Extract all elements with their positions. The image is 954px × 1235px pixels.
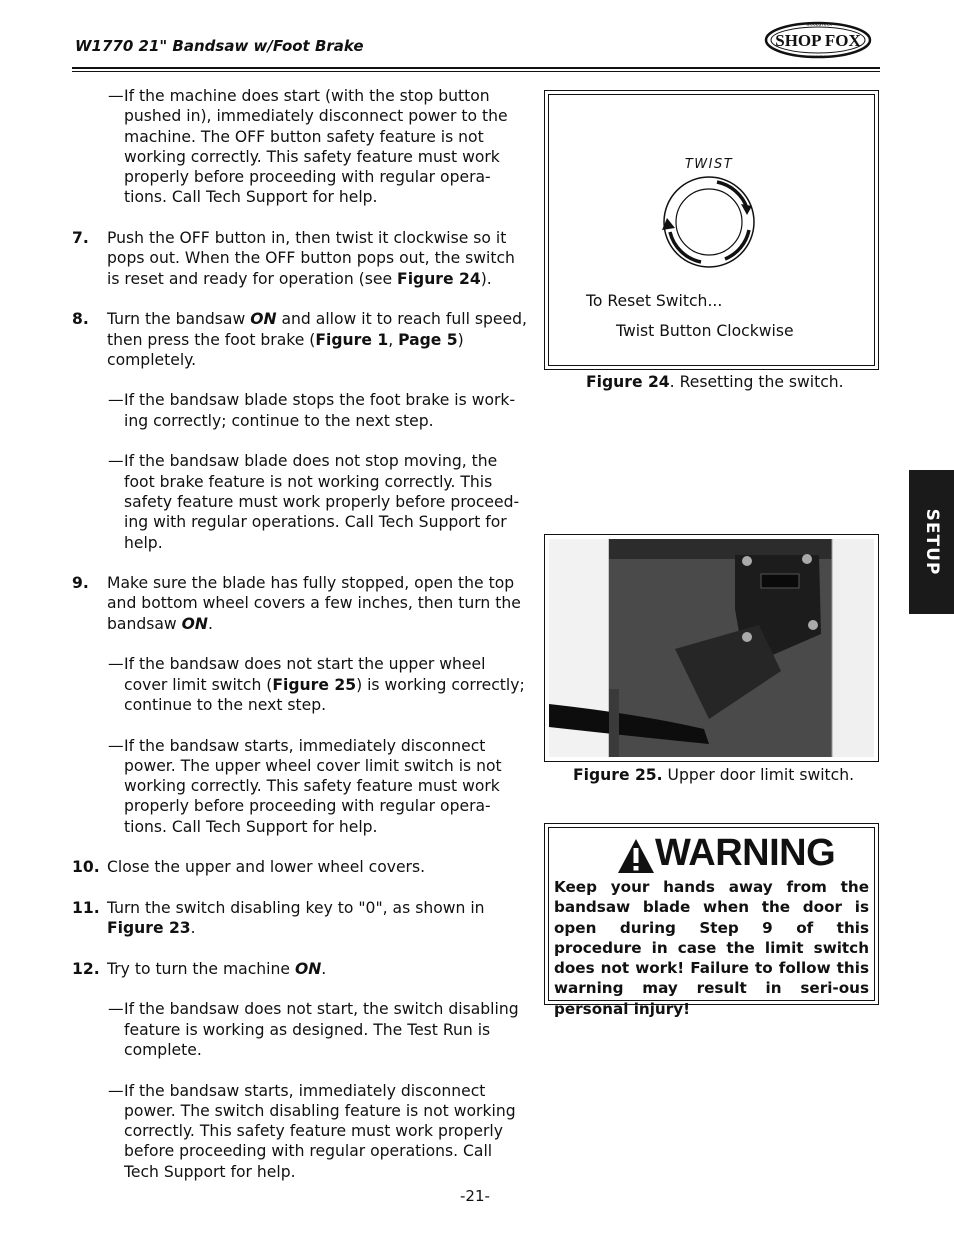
sub-step-starts [72, 736, 527, 837]
svg-text:WOODSTOCK: WOODSTOCK [806, 22, 832, 27]
step-text: . [190, 919, 196, 938]
limit-switch-photo [549, 539, 874, 757]
sub-step-not-start [72, 654, 527, 715]
sub-step-blade-not-stop [72, 451, 527, 552]
warning-word: WARNING [655, 832, 836, 874]
instructions-column [72, 86, 527, 1202]
header-rule-thin [72, 71, 880, 72]
sub-step-machine-starts [72, 86, 527, 208]
step-number: 10. [72, 858, 100, 877]
sub-step-text: If the machine does start (with the stop button pushed in), immediately disconnect power to the machine. The OFF button safety feature is not working correctly. This safety feature must work properly before proceeding with regular opera-tions. Call Tech Support for help. [124, 87, 508, 207]
dash-mark: — [108, 1081, 124, 1100]
step-text: Close the upper and lower wheel covers. [107, 858, 426, 877]
sub-step-text: If the bandsaw blade does not stop moving, the foot brake feature is not working correctly. This safety feature must work properly before proceed-ing with regular operations. Call Tech Support for help. [124, 452, 520, 552]
step-text: and allow it to reach full speed, then press the foot brake ( [107, 310, 527, 349]
figure-label: Figure 25. [573, 766, 663, 784]
header-rule [72, 67, 880, 69]
sub-step-text: If the bandsaw starts, immediately disconnect power. The upper wheel cover limit switch is not working correctly. This safety feature must work properly before proceeding with regular opera-tions. Call Tech Support for help. [124, 736, 502, 836]
step-number: 8. [72, 310, 89, 329]
warning-text: Keep your hands away from the bandsaw blade when the door is open during Step 9 of this procedure in case the limit switch does not work! Failure to follow this warning may result in seri-ous personal injury! [554, 878, 869, 1018]
step-11 [72, 898, 527, 939]
step-text: . [207, 614, 213, 633]
sub-step-text: If the bandsaw starts, immediately disconnect power. The switch disabling feature is not working correctly. This safety feature must work properly before proceeding with regular operations. Call Tech Support for help. [124, 1081, 516, 1181]
setup-tab-label: SETUP [921, 508, 942, 576]
on-emphasis: ON [294, 959, 322, 978]
setup-section-tab [909, 470, 954, 614]
figure-24-box [544, 90, 879, 370]
warning-inner-border [548, 827, 875, 1018]
figure-ref: Figure 23 [107, 919, 191, 938]
sub-step-text: If the bandsaw blade stops the foot brake is work-ing correctly; continue to the next step. [124, 391, 516, 430]
dash-mark: — [108, 452, 124, 471]
twist-label: TWIST [684, 157, 734, 172]
step-number: 11. [72, 898, 100, 917]
shop-fox-logo [764, 20, 872, 60]
figure-25-caption [573, 766, 854, 784]
step-10 [72, 857, 527, 877]
dash-mark: — [108, 391, 124, 410]
step-text: , [388, 330, 399, 349]
step-text: Turn the bandsaw [107, 310, 251, 329]
page-number: -21- [460, 1187, 490, 1205]
warning-box [544, 823, 879, 1018]
figure-ref: Figure 25 [272, 675, 357, 694]
figure-24-caption [586, 373, 844, 391]
svg-text:INTERNATIONAL: INTERNATIONAL [805, 54, 833, 59]
reset-instruction-1: To Reset Switch... [586, 292, 723, 310]
page-ref: Page 5 [398, 330, 458, 349]
on-emphasis: ON [181, 614, 208, 633]
sub-step-text: ) is working correctly; continue to the next step. [124, 675, 525, 714]
step-9 [72, 573, 527, 634]
step-12 [72, 959, 527, 979]
figure-ref: Figure 24 [397, 269, 481, 288]
button-inner-circle [676, 189, 742, 255]
dash-mark: — [108, 1000, 124, 1019]
step-number: 7. [72, 229, 89, 248]
step-7 [72, 228, 527, 289]
step-text: Push the OFF button in, then twist it clockwise so it pops out. When the OFF button pops out, the switch is reset and ready for operation (see [107, 229, 515, 288]
svg-text:SHOP FOX: SHOP FOX [775, 31, 861, 50]
document-header-title: W1770 21" Bandsaw w/Foot Brake [75, 37, 364, 55]
sub-step-switch-works [72, 999, 527, 1060]
dash-mark: — [108, 87, 124, 105]
step-text: ). [480, 269, 492, 288]
step-text: Try to turn the machine [107, 959, 295, 978]
figure-label: Figure 24 [586, 373, 670, 391]
caption-text: . Resetting the switch. [669, 373, 844, 391]
sub-step-text: If the bandsaw does not start the upper wheel cover limit switch ( [124, 655, 486, 694]
reset-instruction-2: Twist Button Clockwise [616, 322, 794, 340]
step-text: . [321, 959, 327, 978]
sub-step-text: If the bandsaw does not start, the switch disabling feature is working as designed. The Test Run is complete. [124, 1000, 519, 1059]
figure-25-box [544, 534, 879, 762]
dash-mark: — [108, 655, 124, 674]
sub-step-blade-stops [72, 390, 527, 431]
step-number: 12. [72, 959, 100, 978]
figure-24-inner-border [548, 94, 875, 366]
dash-mark: — [108, 736, 124, 755]
step-text: Make sure the blade has fully stopped, open the top and bottom wheel covers a few inches, then turn the bandsaw [107, 574, 521, 633]
on-emphasis: ON [250, 310, 277, 329]
step-text: ) completely. [107, 330, 464, 369]
step-number: 9. [72, 574, 89, 593]
sub-step-switch-fails [72, 1081, 527, 1182]
caption-text: Upper door limit switch. [662, 766, 855, 784]
twist-button-diagram [659, 150, 759, 270]
step-8 [72, 309, 527, 370]
figure-ref: Figure 1 [315, 330, 389, 349]
right-frame [832, 539, 874, 757]
step-text: Turn the switch disabling key to "0", as shown in [107, 898, 485, 917]
warning-triangle-icon [617, 838, 655, 874]
